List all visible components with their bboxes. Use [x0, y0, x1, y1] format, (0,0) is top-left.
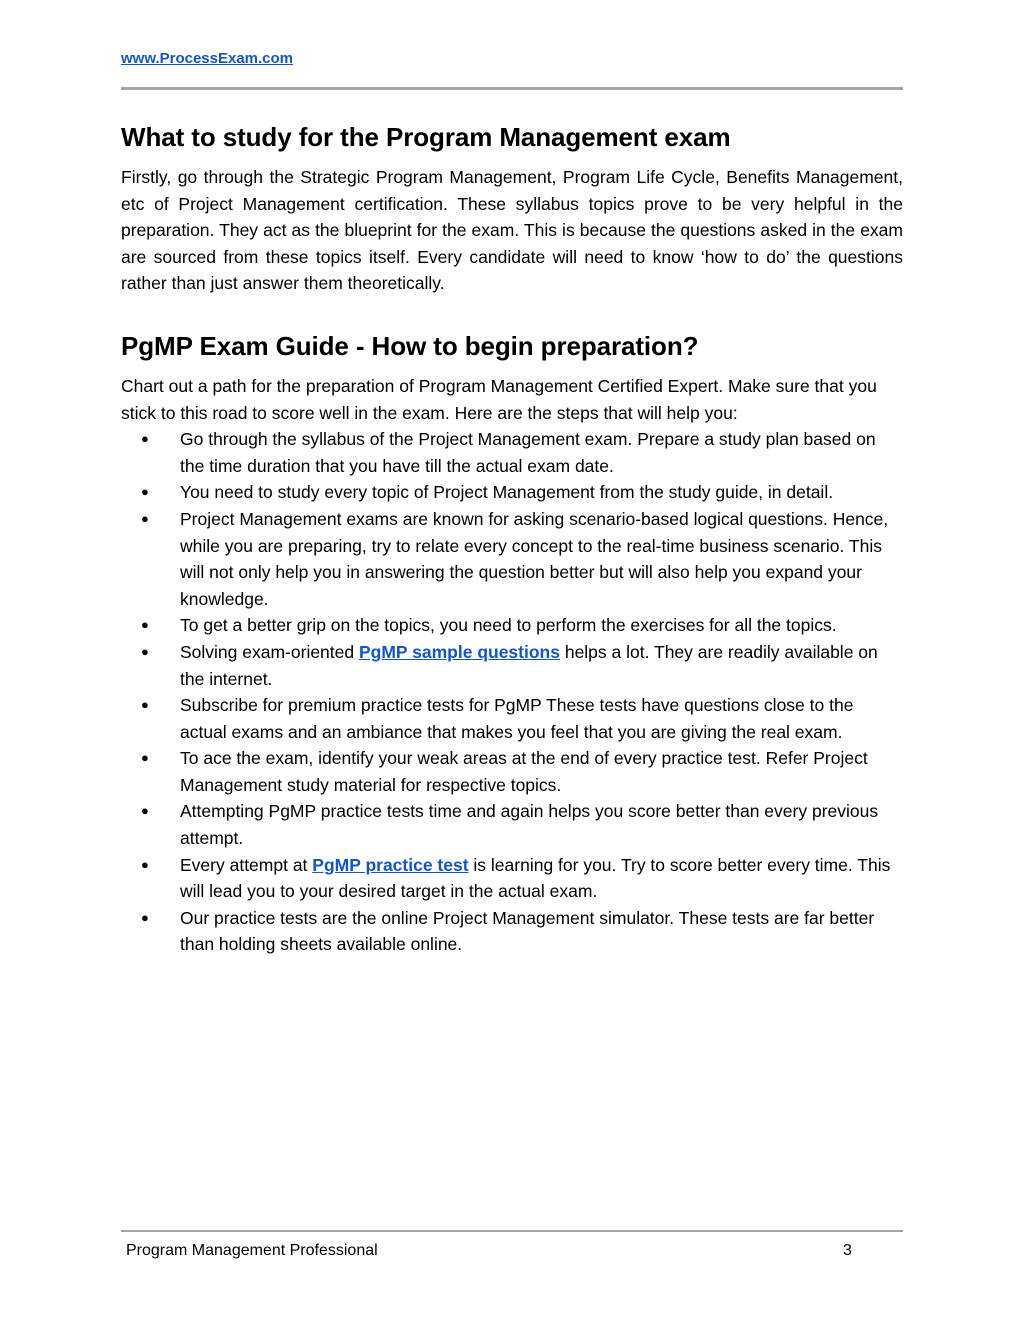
bullet-icon: ● — [141, 484, 149, 500]
bullet-icon: ● — [141, 510, 149, 526]
page-number: 3 — [843, 1242, 852, 1259]
list-item — [121, 852, 903, 905]
bullet-icon: ● — [141, 431, 149, 447]
list-item — [121, 426, 903, 479]
list-item — [121, 612, 903, 639]
list-item-text-before: Every attempt at — [180, 854, 313, 875]
list-item-text-after: helps a lot. They are readily available on the internet. — [180, 641, 878, 689]
list-item-text: You need to study every topic of Project Management from the study guide, in detail. — [180, 482, 834, 503]
bullet-icon: ● — [141, 909, 149, 925]
list-item-text: Go through the syllabus of the Project Management exam. Prepare a study plan based on the time duration that you have till the actual exam date. — [180, 429, 876, 476]
list-item-text: Project Management exams are known for asking scenario-based logical questions. Hence, while you are preparing, try to relate every concept to the real-time business scenario. This will not only help you in answering the question better but will also help you expand your knowledge. — [180, 508, 889, 609]
list-item-text-before: Solving exam-oriented — [180, 641, 359, 662]
footer-title: Program Management Professional — [126, 1242, 378, 1259]
list-item-text: Attempting PgMP practice tests time and again helps you score better than every previous attempt. — [180, 801, 879, 849]
list-item-text: To get a better grip on the topics, you need to perform the exercises for all the topics. — [180, 615, 837, 636]
list-item — [121, 692, 903, 745]
section-paragraph-what-to-study: Firstly, go through the Strategic Program Management, Program Life Cycle, Benefits Management, etc of Project Management certification. These syllabus topics prove to be very helpful in the preparation. They act as the blueprint for the exam. This is because the questions asked in the exam are sourced from these topics itself. Every candidate will need to know ‘how to do’ the questions rather than just answer them theoretically. — [121, 167, 903, 294]
bullet-icon: ● — [141, 617, 149, 633]
list-item — [121, 479, 903, 506]
list-item — [121, 639, 903, 692]
list-item-text: Subscribe for premium practice tests for PgMP These tests have questions close to the actual exams and an ambiance that makes you feel that you are giving the real exam. — [180, 695, 854, 742]
bullet-icon: ● — [141, 643, 149, 659]
pgmp-practice-test-link[interactable]: PgMP practice test — [312, 854, 469, 875]
list-item-text: Our practice tests are the online Project Management simulator. These tests are far better than holding sheets available online. — [180, 907, 875, 955]
bullet-icon: ● — [141, 697, 149, 713]
bullet-icon: ● — [141, 803, 149, 819]
section-heading-exam-guide: PgMP Exam Guide - How to begin preparation? — [121, 330, 699, 361]
list-item-text-after: is learning for you. Try to score better every time. This will lead you to your desired target in the actual exam. — [180, 854, 891, 902]
bullet-icon: ● — [141, 750, 149, 766]
section-heading-what-to-study: What to study for the Program Management exam — [121, 122, 731, 152]
main-content — [121, 117, 903, 958]
footer-divider — [121, 1230, 903, 1232]
bullet-icon: ● — [141, 856, 149, 872]
header-divider — [121, 87, 903, 90]
section-intro-exam-guide: Chart out a path for the preparation of Program Management Certified Expert. Make sure that you stick to this road to score well in the exam. Here are the steps that will help you: — [121, 375, 877, 423]
site-link[interactable]: www.ProcessExam.com — [121, 50, 294, 67]
list-item — [121, 905, 903, 958]
list-item — [121, 798, 903, 851]
list-item — [121, 745, 903, 798]
list-item — [121, 506, 903, 612]
pgmp-sample-questions-link[interactable]: PgMP sample questions — [358, 641, 560, 662]
preparation-steps-list — [121, 426, 903, 958]
list-item-text: To ace the exam, identify your weak areas at the end of every practice test. Refer Project Management study material for respective topics. — [180, 748, 868, 795]
